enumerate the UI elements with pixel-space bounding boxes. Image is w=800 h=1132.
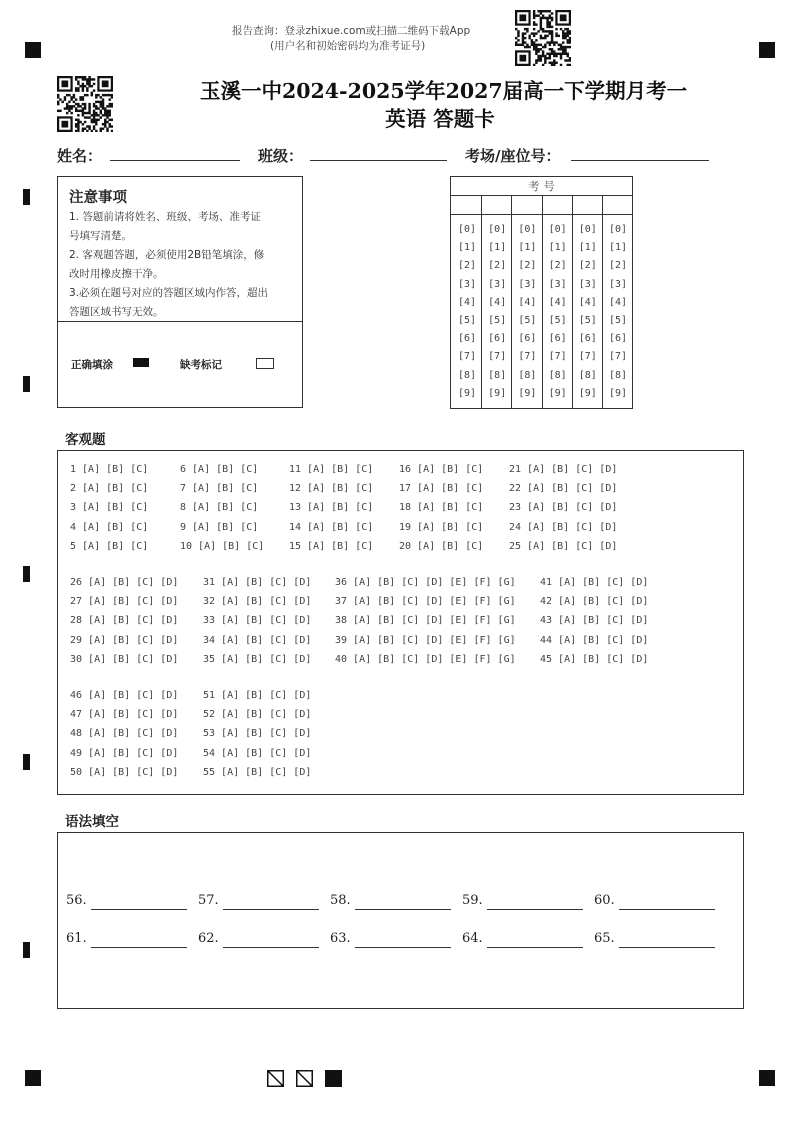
grammar-section-label: 语法填空 — [65, 814, 119, 830]
exam-digit-bubble[interactable]: [9] — [548, 387, 567, 399]
question-bubble-row[interactable]: 25 [A] [B] [C] [D] — [509, 540, 618, 552]
side-mark — [23, 376, 30, 392]
exam-number-write-cell[interactable] — [451, 196, 481, 213]
notice-box — [57, 176, 303, 408]
question-bubble-row[interactable]: 38 [A] [B] [C] [D] [E] [F] [G] — [335, 615, 516, 627]
qr-code-icon — [57, 76, 113, 132]
question-bubble-row[interactable]: 8 [A] [B] [C] — [180, 502, 259, 514]
exam-digit-bubble[interactable]: [5] — [518, 315, 537, 326]
question-bubble-row[interactable]: 14 [A] [B] [C] — [289, 521, 374, 533]
exam-digit-bubble[interactable]: [9] — [457, 387, 477, 399]
question-bubble-row[interactable]: 43 [A] [B] [C] [D] — [540, 615, 649, 627]
exam-number-write-cell[interactable] — [481, 196, 511, 213]
corner-mark-bottom-right — [759, 1070, 775, 1086]
exam-digit-bubble[interactable]: [3] — [578, 278, 597, 290]
blank-answer-line[interactable] — [619, 909, 715, 910]
exam-digit-bubble[interactable]: [0] — [457, 224, 477, 235]
page-mark-hatched — [267, 1070, 284, 1087]
correct-fill-label: 正确填涂 — [71, 359, 113, 371]
side-mark — [23, 754, 30, 770]
exam-digit-bubble[interactable]: [4] — [548, 296, 567, 308]
question-bubble-row[interactable]: 41 [A] [B] [C] [D] — [540, 577, 649, 588]
notice-divider — [58, 321, 302, 322]
exam-digit-bubble[interactable]: [6] — [457, 333, 477, 345]
question-bubble-row[interactable]: 37 [A] [B] [C] [D] [E] [F] [G] — [335, 596, 516, 608]
exam-digit-bubble[interactable]: [8] — [488, 369, 507, 381]
question-bubble-row[interactable]: 49 [A] [B] [C] [D] — [70, 747, 179, 759]
exam-digit-bubble[interactable]: [4] — [457, 296, 477, 308]
question-bubble-row[interactable]: 35 [A] [B] [C] [D] — [203, 653, 312, 665]
grid-column-divider — [572, 195, 573, 408]
blank-answer-line[interactable] — [91, 947, 187, 948]
question-bubble-row[interactable]: 26 [A] [B] [C] [D] — [70, 577, 179, 588]
blank-number: 62. — [198, 931, 219, 946]
card-subtitle: 英语 答题卡 — [385, 107, 495, 131]
blank-answer-line[interactable] — [619, 947, 715, 948]
corner-mark-top-left — [25, 42, 41, 58]
exam-digit-bubble[interactable]: [0] — [548, 224, 567, 235]
question-bubble-row[interactable]: 24 [A] [B] [C] [D] — [509, 521, 618, 533]
exam-digit-bubble[interactable]: [0] — [608, 224, 628, 235]
exam-digit-bubble[interactable]: [8] — [578, 369, 597, 381]
exam-digit-bubble[interactable]: [0] — [578, 224, 597, 235]
class-field[interactable] — [310, 160, 447, 161]
exam-digit-bubble[interactable]: [7] — [608, 351, 628, 363]
grid-column-divider — [481, 195, 482, 408]
page-mark-hatched — [296, 1070, 313, 1087]
exam-digit-bubble[interactable]: [5] — [457, 315, 477, 326]
exam-digit-bubble[interactable]: [0] — [518, 224, 537, 235]
exam-digit-bubble[interactable]: [5] — [608, 315, 628, 326]
question-bubble-row[interactable]: 33 [A] [B] [C] [D] — [203, 615, 312, 627]
objective-section-label: 客观题 — [65, 432, 106, 448]
blank-number: 60. — [594, 893, 615, 908]
question-bubble-row[interactable]: 44 [A] [B] [C] [D] — [540, 634, 649, 646]
exam-digit-bubble[interactable]: [2] — [548, 260, 567, 272]
question-bubble-row[interactable]: 51 [A] [B] [C] [D] — [203, 690, 312, 701]
blank-number: 65. — [594, 931, 615, 946]
question-bubble-row[interactable]: 45 [A] [B] [C] [D] — [540, 653, 649, 665]
exam-digit-bubble[interactable]: [7] — [457, 351, 477, 363]
exam-digit-bubble[interactable]: [2] — [457, 260, 477, 272]
exam-digit-bubble[interactable]: [3] — [608, 278, 628, 290]
report-login-hint: (用户名和初始密码均为准考证号) — [270, 40, 426, 52]
question-bubble-row[interactable]: 9 [A] [B] [C] — [180, 521, 259, 533]
exam-digit-bubble[interactable]: [2] — [608, 260, 628, 272]
question-bubble-row[interactable]: 27 [A] [B] [C] [D] — [70, 596, 179, 608]
side-mark — [23, 942, 30, 958]
exam-digit-bubble[interactable]: [2] — [518, 260, 537, 272]
grammar-answer-area — [57, 832, 744, 1009]
question-bubble-row[interactable]: 55 [A] [B] [C] [D] — [203, 766, 312, 778]
question-bubble-row[interactable]: 34 [A] [B] [C] [D] — [203, 634, 312, 646]
question-bubble-row[interactable]: 22 [A] [B] [C] [D] — [509, 483, 618, 495]
question-bubble-row[interactable]: 4 [A] [B] [C] — [70, 521, 149, 533]
exam-digit-bubble[interactable]: [2] — [488, 260, 507, 272]
absent-label: 缺考标记 — [180, 359, 222, 371]
question-bubble-row[interactable]: 46 [A] [B] [C] [D] — [70, 690, 179, 701]
question-bubble-row[interactable]: 30 [A] [B] [C] [D] — [70, 653, 179, 665]
exam-title: 玉溪一中2024-2025学年2027届高一下学期月考一 — [200, 79, 688, 103]
exam-digit-bubble[interactable]: [4] — [518, 296, 537, 308]
question-bubble-row[interactable]: 52 [A] [B] [C] [D] — [203, 709, 312, 721]
exam-digit-bubble[interactable]: [1] — [608, 242, 628, 254]
exam-digit-bubble[interactable]: [9] — [608, 387, 628, 399]
question-bubble-row[interactable]: 19 [A] [B] [C] — [399, 521, 484, 533]
question-bubble-row[interactable]: 6 [A] [B] [C] — [180, 464, 259, 475]
question-bubble-row[interactable]: 3 [A] [B] [C] — [70, 502, 149, 514]
blank-number: 56. — [66, 893, 87, 908]
exam-digit-bubble[interactable]: [6] — [488, 333, 507, 345]
question-bubble-row[interactable]: 16 [A] [B] [C] — [399, 464, 484, 475]
question-bubble-row[interactable]: 1 [A] [B] [C] — [70, 464, 149, 475]
question-bubble-row[interactable]: 31 [A] [B] [C] [D] — [203, 577, 312, 588]
exam-digit-bubble[interactable]: [8] — [548, 369, 567, 381]
question-bubble-row[interactable]: 50 [A] [B] [C] [D] — [70, 766, 179, 778]
blank-answer-line[interactable] — [91, 909, 187, 910]
blank-number: 63. — [330, 931, 351, 946]
notice-line: 1. 答题前请将姓名、班级、考场、准考证 — [69, 211, 261, 223]
exam-digit-bubble[interactable]: [5] — [488, 315, 507, 326]
question-bubble-row[interactable]: 23 [A] [B] [C] [D] — [509, 502, 618, 514]
blank-number: 61. — [66, 931, 87, 946]
grid-column-divider — [511, 195, 512, 408]
absent-mark-checkbox[interactable] — [256, 358, 274, 369]
question-bubble-row[interactable]: 21 [A] [B] [C] [D] — [509, 464, 618, 475]
blank-number: 64. — [462, 931, 483, 946]
question-bubble-row[interactable]: 32 [A] [B] [C] [D] — [203, 596, 312, 608]
seat-field[interactable] — [571, 160, 709, 161]
grid-column-divider — [602, 195, 603, 408]
question-bubble-row[interactable]: 40 [A] [B] [C] [D] [E] [F] [G] — [335, 653, 516, 665]
exam-digit-bubble[interactable]: [8] — [457, 369, 477, 381]
exam-digit-bubble[interactable]: [4] — [488, 296, 507, 308]
exam-digit-bubble[interactable]: [1] — [518, 242, 537, 254]
exam-digit-bubble[interactable]: [9] — [578, 387, 597, 399]
exam-digit-bubble[interactable]: [1] — [488, 242, 507, 254]
question-bubble-row[interactable]: 54 [A] [B] [C] [D] — [203, 747, 312, 759]
blank-answer-line[interactable] — [223, 947, 319, 948]
question-bubble-row[interactable]: 28 [A] [B] [C] [D] — [70, 615, 179, 627]
report-query-line: 报告查询：登录zhixue.com或扫描二维码下载App — [232, 25, 471, 37]
question-bubble-row[interactable]: 29 [A] [B] [C] [D] — [70, 634, 179, 646]
seat-label: 考场/座位号： — [465, 147, 561, 165]
notice-line: 答题区域书写无效。 — [69, 306, 164, 318]
question-bubble-row[interactable]: 13 [A] [B] [C] — [289, 502, 374, 514]
question-bubble-row[interactable]: 17 [A] [B] [C] — [399, 483, 484, 495]
notice-line: 号填写清楚。 — [69, 230, 132, 242]
question-bubble-row[interactable]: 7 [A] [B] [C] — [180, 483, 259, 495]
exam-digit-bubble[interactable]: [6] — [548, 333, 567, 345]
question-bubble-row[interactable]: 47 [A] [B] [C] [D] — [70, 709, 179, 721]
exam-digit-bubble[interactable]: [8] — [518, 369, 537, 381]
corner-mark-top-right — [759, 42, 775, 58]
question-bubble-row[interactable]: 39 [A] [B] [C] [D] [E] [F] [G] — [335, 634, 516, 646]
exam-digit-bubble[interactable]: [6] — [578, 333, 597, 345]
exam-digit-bubble[interactable]: [1] — [457, 242, 477, 254]
exam-digit-bubble[interactable]: [1] — [548, 242, 567, 254]
grid-column-divider — [542, 195, 543, 408]
blank-answer-line[interactable] — [223, 909, 319, 910]
exam-digit-bubble[interactable]: [6] — [518, 333, 537, 345]
exam-digit-bubble[interactable]: [3] — [548, 278, 567, 290]
corner-mark-bottom-left — [25, 1070, 41, 1086]
exam-digit-bubble[interactable]: [7] — [518, 351, 537, 363]
exam-digit-bubble[interactable]: [5] — [548, 315, 567, 326]
question-bubble-row[interactable]: 48 [A] [B] [C] [D] — [70, 728, 179, 740]
correct-fill-sample — [133, 358, 149, 367]
question-bubble-row[interactable]: 53 [A] [B] [C] [D] — [203, 728, 312, 740]
question-bubble-row[interactable]: 18 [A] [B] [C] — [399, 502, 484, 514]
name-field[interactable] — [110, 160, 240, 161]
exam-number-write-cell[interactable] — [542, 196, 572, 213]
exam-digit-bubble[interactable]: [4] — [578, 296, 597, 308]
question-bubble-row[interactable]: 11 [A] [B] [C] — [289, 464, 374, 475]
question-bubble-row[interactable]: 20 [A] [B] [C] — [399, 540, 484, 552]
exam-digit-bubble[interactable]: [2] — [578, 260, 597, 272]
blank-number: 59. — [462, 893, 483, 908]
blank-answer-line[interactable] — [487, 909, 583, 910]
blank-number: 58. — [330, 893, 351, 908]
exam-digit-bubble[interactable]: [1] — [578, 242, 597, 254]
question-bubble-row[interactable]: 15 [A] [B] [C] — [289, 540, 374, 552]
exam-digit-bubble[interactable]: [9] — [488, 387, 507, 399]
question-bubble-row[interactable]: 42 [A] [B] [C] [D] — [540, 596, 649, 608]
question-bubble-row[interactable]: 12 [A] [B] [C] — [289, 483, 374, 495]
exam-digit-bubble[interactable]: [3] — [488, 278, 507, 290]
exam-number-grid — [450, 176, 633, 409]
blank-answer-line[interactable] — [355, 909, 451, 910]
side-mark — [23, 566, 30, 582]
question-bubble-row[interactable]: 10 [A] [B] [C] — [180, 540, 265, 552]
exam-digit-bubble[interactable]: [5] — [578, 315, 597, 326]
notice-line: 改时用橡皮擦干净。 — [69, 268, 164, 280]
exam-number-write-cell[interactable] — [602, 196, 632, 213]
side-mark — [23, 189, 30, 205]
exam-digit-bubble[interactable]: [7] — [578, 351, 597, 363]
exam-number-title: 考 号 — [528, 179, 555, 193]
exam-digit-bubble[interactable]: [3] — [518, 278, 537, 290]
exam-digit-bubble[interactable]: [7] — [488, 351, 507, 363]
exam-digit-bubble[interactable]: [4] — [608, 296, 628, 308]
exam-number-write-cell[interactable] — [511, 196, 541, 213]
exam-digit-bubble[interactable]: [0] — [488, 224, 507, 235]
question-bubble-row[interactable]: 2 [A] [B] [C] — [70, 483, 149, 495]
notice-line: 2. 客观题答题，必须使用2B铅笔填涂，修 — [69, 249, 265, 261]
blank-answer-line[interactable] — [487, 947, 583, 948]
blank-number: 57. — [198, 893, 219, 908]
blank-answer-line[interactable] — [355, 947, 451, 948]
notice-line: 3.必须在题号对应的答题区域内作答，超出 — [69, 287, 269, 299]
exam-digit-bubble[interactable]: [7] — [548, 351, 567, 363]
class-label: 班级： — [258, 147, 304, 165]
question-bubble-row[interactable]: 36 [A] [B] [C] [D] [E] [F] [G] — [335, 577, 516, 588]
notice-heading: 注意事项 — [69, 189, 127, 206]
exam-number-write-cell[interactable] — [572, 196, 602, 213]
name-label: 姓名： — [57, 147, 103, 165]
qr-code-icon — [515, 10, 571, 66]
exam-digit-bubble[interactable]: [6] — [608, 333, 628, 345]
page-mark-solid — [325, 1070, 342, 1087]
objective-answer-area — [57, 450, 744, 795]
exam-digit-bubble[interactable]: [9] — [518, 387, 537, 399]
question-bubble-row[interactable]: 5 [A] [B] [C] — [70, 540, 149, 552]
exam-digit-bubble[interactable]: [8] — [608, 369, 628, 381]
exam-digit-bubble[interactable]: [3] — [457, 278, 477, 290]
